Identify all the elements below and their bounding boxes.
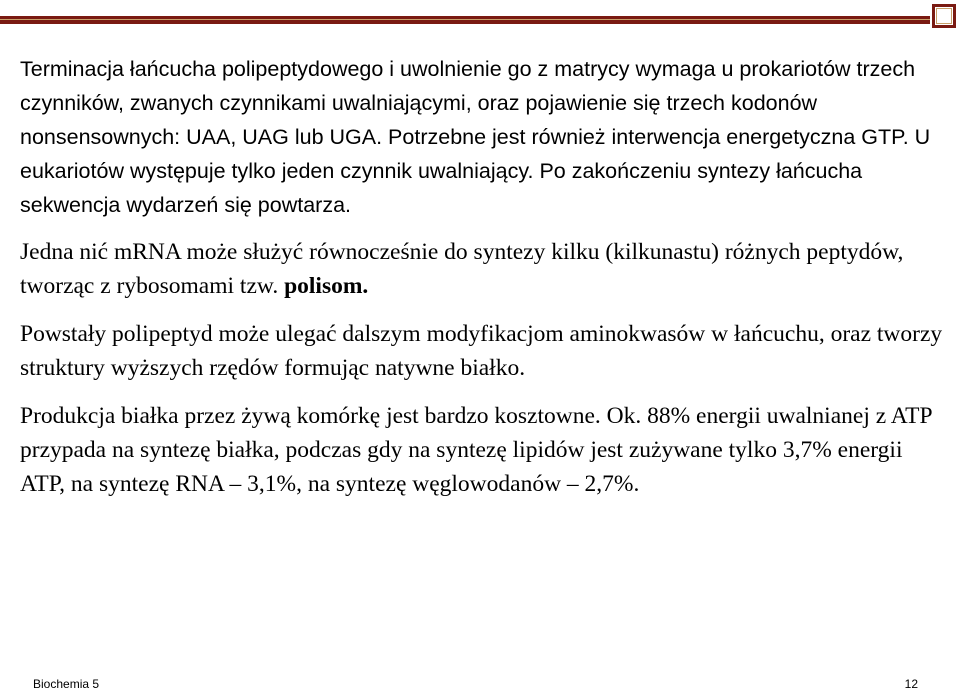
top-decorative-line-inner	[0, 19, 930, 20]
footer-title: Biochemia 5	[33, 677, 100, 691]
paragraph-polysome	[20, 235, 945, 303]
paragraph-termination: Terminacja łańcucha polipeptydowego i uwolnienie go z matrycy wymaga u prokariotów trzech czynników, zwanych czynnikami uwalniającymi, oraz pojawienie się trzech kodonów nonsensownych: UAA, UAG lub UGA. Potrzebne jest również interwencja energetyczna GTP. U eukariotów występuje tylko jeden czynnik uwalniający. Po zakończeniu syntezy łańcucha sekwencja wydarzeń się powtarza.	[20, 57, 931, 217]
slide-body	[20, 52, 945, 501]
top-band	[0, 0, 930, 15]
paragraph-energy-cost: Produkcja białka przez żywą komórkę jest bardzo kosztowne. Ok. 88% energii uwalnianej z ATP przypada na syntezę białka, podczas gdy na syntezę lipidów jest zużywane tylko 3,7% energii ATP, na syntezę RNA – 3,1%, na syntezę węglowodanów – 2,7%.	[20, 403, 932, 497]
paragraph-modification: Powstały polipeptyd może ulegać dalszym modyfikacjom aminokwasów w łańcuchu, oraz tworzy struktury wyższych rzędów formując natywne białko.	[20, 321, 943, 381]
slide-number: 12	[904, 677, 918, 691]
top-decorative-line	[0, 16, 930, 24]
corner-square-ornament	[932, 4, 956, 28]
polysome-term: polisom.	[284, 273, 369, 299]
paragraph-polysome-text: Jedna nić mRNA może służyć równocześnie do syntezy kilku (kilkunastu) różnych peptydów, tworząc z rybosomami tzw.	[20, 239, 904, 299]
